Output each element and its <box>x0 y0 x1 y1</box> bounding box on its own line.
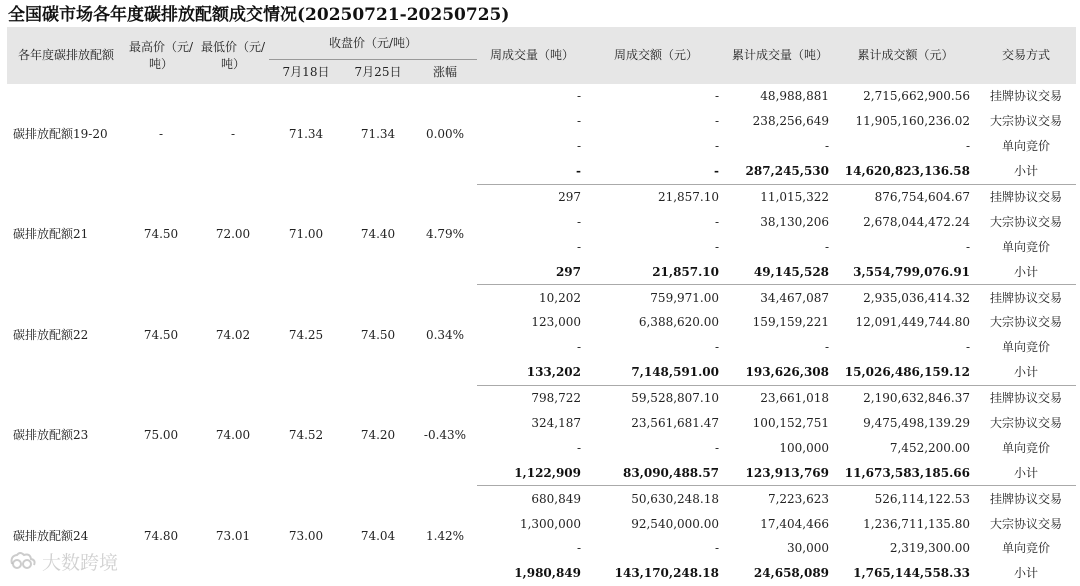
trade-mode: 挂牌协议交易 <box>990 89 1063 104</box>
cum-volume: 49,145,528 <box>725 259 835 284</box>
cum-volume: 11,015,322 <box>760 190 830 204</box>
price-change: 0.00% <box>425 127 465 142</box>
week-volume: - <box>576 239 582 254</box>
week-amount: 83,090,488.57 <box>587 460 725 485</box>
trade-mode: 大宗协议交易 <box>990 315 1063 330</box>
brand-logo-icon <box>8 550 38 572</box>
trade-mode: 大宗协议交易 <box>990 516 1063 531</box>
week-amount: 143,170,248.18 <box>614 566 720 581</box>
cum-volume: 38,130,206 <box>760 214 830 229</box>
trade-mode: 大宗协议交易 <box>990 114 1063 129</box>
close-price-2: 74.40 <box>360 227 396 242</box>
week-volume: 798,722 <box>531 391 582 406</box>
allowance-name: 碳排放配额23 <box>13 428 89 443</box>
header-week-amount: 周成交额（元） <box>587 27 725 84</box>
week-volume: - <box>576 139 582 154</box>
high-price: - <box>158 127 164 142</box>
cum-volume: - <box>824 340 830 355</box>
header-change: 涨幅 <box>413 60 477 85</box>
trade-mode: 单向竞价 <box>1002 340 1051 355</box>
high-price: 74.80 <box>143 528 179 543</box>
header-date-1: 7月18日 <box>269 60 343 85</box>
week-volume: 297 <box>477 259 587 284</box>
week-volume: 1,980,849 <box>514 566 582 581</box>
week-volume: 297 <box>558 190 582 204</box>
trade-mode: 挂牌协议交易 <box>990 391 1063 406</box>
header-date-2: 7月25日 <box>343 60 413 85</box>
week-volume: 1,300,000 <box>519 516 582 531</box>
trade-mode: 挂牌协议交易 <box>990 491 1063 506</box>
allowance-name: 碳排放配额21 <box>13 227 89 242</box>
week-amount: 92,540,000.00 <box>631 516 720 531</box>
low-price: 74.00 <box>215 428 251 443</box>
close-price-2: 71.34 <box>360 127 396 142</box>
trade-mode: 小计 <box>976 159 1076 184</box>
trade-mode: 单向竞价 <box>1002 541 1051 556</box>
cum-amount: 2,190,632,846.37 <box>863 391 971 406</box>
page-title: 全国碳市场各年度碳排放配额成交情况(20250721-20250725) <box>8 5 510 25</box>
trade-mode: 单向竞价 <box>1002 239 1051 254</box>
header-close-price: 收盘价（元/吨） <box>269 27 477 60</box>
table-row <box>7 285 1076 310</box>
cum-amount: - <box>965 340 971 355</box>
week-amount: - <box>714 440 720 455</box>
week-volume: 1,122,909 <box>477 460 587 485</box>
close-price-1: 71.00 <box>288 227 324 242</box>
week-volume: - <box>576 214 582 229</box>
week-amount: - <box>714 114 720 129</box>
close-price-1: 74.25 <box>288 327 324 342</box>
cum-amount: 9,475,498,139.29 <box>863 416 971 431</box>
week-volume: 680,849 <box>531 491 582 506</box>
trade-mode: 大宗协议交易 <box>990 416 1063 431</box>
cum-amount: 2,715,662,900.56 <box>863 89 971 104</box>
week-amount: - <box>714 139 720 154</box>
allowance-name: 碳排放配额24 <box>13 528 89 543</box>
price-change: 1.42% <box>425 528 465 543</box>
cum-volume: 23,661,018 <box>760 391 830 406</box>
week-volume: 324,187 <box>531 416 582 431</box>
high-price: 74.50 <box>143 327 179 342</box>
low-price: 74.02 <box>215 327 251 342</box>
cum-volume: 48,988,881 <box>760 89 830 104</box>
allowance-name: 碳排放配额19-20 <box>13 127 108 142</box>
high-price: 74.50 <box>143 227 179 242</box>
cum-volume: 123,913,769 <box>725 460 835 485</box>
trade-mode: 小计 <box>976 360 1076 385</box>
cum-volume: 100,152,751 <box>752 416 830 431</box>
cum-amount: 15,026,486,159.12 <box>835 360 976 385</box>
trade-mode: 小计 <box>1014 566 1039 581</box>
week-volume: 123,000 <box>531 315 582 330</box>
header-week-volume: 周成交量（吨） <box>477 27 587 84</box>
cum-amount: 7,452,200.00 <box>889 440 971 455</box>
cum-amount: 2,935,036,414.32 <box>863 290 971 305</box>
high-price: 75.00 <box>143 428 179 443</box>
table-row <box>7 486 1076 511</box>
close-price-1: 74.52 <box>288 428 324 443</box>
cum-amount: - <box>965 139 971 154</box>
cum-volume: 100,000 <box>779 440 830 455</box>
trade-mode: 小计 <box>976 460 1076 485</box>
cum-volume: 238,256,649 <box>752 114 830 129</box>
cum-volume: - <box>824 239 830 254</box>
close-price-1: 71.34 <box>288 127 324 142</box>
cum-amount: 1,765,144,558.33 <box>853 566 971 581</box>
table-row <box>7 385 1076 410</box>
header-cum-volume: 累计成交量（吨） <box>725 27 835 84</box>
price-change: 0.34% <box>425 327 465 342</box>
week-volume: - <box>576 541 582 556</box>
cum-amount: 11,673,583,185.66 <box>835 460 976 485</box>
cum-amount: - <box>965 239 971 254</box>
cum-amount: 14,620,823,136.58 <box>835 159 976 184</box>
week-amount: - <box>714 89 720 104</box>
week-amount: 7,148,591.00 <box>587 360 725 385</box>
week-amount: - <box>714 214 720 229</box>
cum-volume: 24,658,089 <box>753 566 830 581</box>
header-high-price: 最高价（元/吨） <box>125 27 197 84</box>
table-row <box>7 84 1076 109</box>
trade-mode: 大宗协议交易 <box>990 214 1063 229</box>
week-amount: 6,388,620.00 <box>638 315 720 330</box>
trading-table <box>7 27 1076 586</box>
watermark-text: 大数跨境 <box>42 551 119 574</box>
cum-volume: 193,626,308 <box>725 360 835 385</box>
header-allowance: 各年度碳排放配额 <box>7 27 125 84</box>
trade-mode: 挂牌协议交易 <box>990 290 1063 305</box>
allowance-name: 碳排放配额22 <box>13 327 89 342</box>
trade-mode: 挂牌协议交易 <box>990 190 1063 204</box>
trade-mode: 单向竞价 <box>1002 139 1051 154</box>
low-price: 72.00 <box>215 227 251 242</box>
week-volume: - <box>576 114 582 129</box>
week-amount: 50,630,248.18 <box>631 491 720 506</box>
cum-amount: 11,905,160,236.02 <box>855 114 971 129</box>
week-volume: - <box>576 340 582 355</box>
week-volume: - <box>576 440 582 455</box>
table-row <box>7 184 1076 209</box>
week-amount: - <box>714 239 720 254</box>
week-amount: 759,971.00 <box>650 290 720 305</box>
trade-mode: 小计 <box>976 259 1076 284</box>
cum-volume: 30,000 <box>787 541 830 556</box>
price-change: 4.79% <box>425 227 465 242</box>
header-cum-amount: 累计成交额（元） <box>835 27 976 84</box>
cum-volume: 7,223,623 <box>767 491 830 506</box>
header-low-price: 最低价（元/吨） <box>197 27 269 84</box>
cum-volume: 17,404,466 <box>760 516 830 531</box>
cum-volume: - <box>824 139 830 154</box>
cum-amount: 2,319,300.00 <box>889 541 971 556</box>
cum-amount: 1,236,711,135.80 <box>863 516 971 531</box>
week-amount: 21,857.10 <box>587 259 725 284</box>
cum-amount: 526,114,122.53 <box>874 491 971 506</box>
week-volume: 10,202 <box>539 290 582 305</box>
close-price-1: 73.00 <box>288 528 324 543</box>
close-price-2: 74.04 <box>360 528 396 543</box>
close-price-2: 74.50 <box>360 327 396 342</box>
cum-volume: 34,467,087 <box>760 290 830 305</box>
week-amount: - <box>587 159 725 184</box>
week-amount: - <box>714 340 720 355</box>
week-volume: - <box>477 159 587 184</box>
cum-amount: 3,554,799,076.91 <box>835 259 976 284</box>
close-price-2: 74.20 <box>360 428 396 443</box>
week-amount: 59,528,807.10 <box>631 391 720 406</box>
price-change: -0.43% <box>423 428 467 443</box>
cum-amount: 876,754,604.67 <box>874 190 971 204</box>
week-amount: 23,561,681.47 <box>631 416 720 431</box>
cum-volume: 287,245,530 <box>725 159 835 184</box>
low-price: - <box>230 127 236 142</box>
cum-volume: 159,159,221 <box>752 315 830 330</box>
watermark <box>8 548 118 574</box>
header-trade-mode: 交易方式 <box>976 27 1076 84</box>
week-volume: 133,202 <box>477 360 587 385</box>
week-amount: - <box>714 541 720 556</box>
trade-mode: 单向竞价 <box>1002 440 1051 455</box>
week-volume: - <box>576 89 582 104</box>
week-amount: 21,857.10 <box>657 190 720 204</box>
cum-amount: 12,091,449,744.80 <box>855 315 971 330</box>
low-price: 73.01 <box>215 528 251 543</box>
cum-amount: 2,678,044,472.24 <box>863 214 971 229</box>
